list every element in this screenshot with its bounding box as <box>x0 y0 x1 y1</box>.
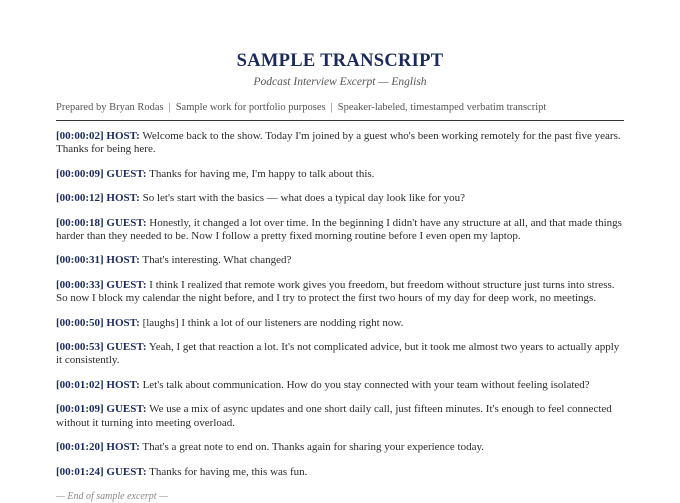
header-divider <box>56 120 624 121</box>
end-of-excerpt-note: — End of sample excerpt — <box>56 490 168 502</box>
speaker-label: HOST: <box>106 254 140 267</box>
transcript-body <box>56 130 624 479</box>
document-title: SAMPLE TRANSCRIPT <box>236 51 444 71</box>
timestamp: [00:00:53] <box>56 341 104 354</box>
timestamp: [00:00:18] <box>56 216 104 229</box>
transcript-line <box>56 441 624 454</box>
timestamp: [00:01:24] <box>56 465 104 478</box>
speaker-label: GUEST: <box>106 278 147 291</box>
timestamp: [00:01:20] <box>56 441 104 454</box>
utterance-text: Yeah, I get that reaction a lot. It's not complicated advice, but it took me almost two years to actually apply it consistently. <box>56 341 620 367</box>
utterance-text: That's a great note to end on. Thanks again for sharing your experience today. <box>142 441 485 454</box>
transcript-line <box>56 254 624 267</box>
timestamp: [00:00:12] <box>56 192 104 205</box>
meta-format: Speaker-labeled, timestamped verbatim transcript <box>337 102 547 113</box>
meta-purpose: Sample work for portfolio purposes <box>175 102 326 113</box>
timestamp: [00:00:50] <box>56 316 104 329</box>
transcript-line <box>56 130 624 157</box>
timestamp: [00:00:09] <box>56 167 104 180</box>
meta-separator: | <box>168 102 171 113</box>
transcript-line <box>56 279 624 306</box>
timestamp: [00:01:02] <box>56 378 104 391</box>
document-subtitle: Podcast Interview Excerpt — English <box>253 76 427 88</box>
transcript-line <box>56 168 624 181</box>
speaker-label: GUEST: <box>106 167 147 180</box>
utterance-text: So let's start with the basics — what does a typical day look like for you? <box>142 192 466 205</box>
speaker-label: HOST: <box>106 378 140 391</box>
timestamp: [00:00:33] <box>56 278 104 291</box>
transcript-line <box>56 217 624 244</box>
transcript-line <box>56 317 624 330</box>
utterance-text: I think I realized that remote work gives you freedom, but freedom without structure just turns into stress. So now I block my calendar the night before, and I try to protect the first two hours of my day for deep work, no meetings. <box>56 278 615 305</box>
speaker-label: HOST: <box>106 316 140 329</box>
transcript-line <box>56 466 624 479</box>
speaker-label: GUEST: <box>106 216 147 229</box>
transcript-line <box>56 379 624 392</box>
utterance-text: Honestly, it changed a lot over time. In the beginning I didn't have any structure at all, and that made things harder than they needed to be. Now I follow a pretty fixed morning routine before I even open my laptop. <box>56 216 622 243</box>
utterance-text: Let's talk about communication. How do you stay connected with your team without feeling isolated? <box>142 378 590 391</box>
meta-author: Prepared by Bryan Rodas <box>56 102 164 113</box>
timestamp: [00:00:31] <box>56 254 104 267</box>
utterance-text: Thanks for having me, I'm happy to talk about this. <box>149 167 375 180</box>
transcript-line <box>56 341 624 368</box>
utterance-text: Welcome back to the show. Today I'm joined by a guest who's been working remotely for the past five years. Thanks for being here. <box>56 130 621 156</box>
transcript-line <box>56 403 624 430</box>
utterance-text: [laughs] I think a lot of our listeners are nodding right now. <box>142 316 404 329</box>
speaker-label: HOST: <box>106 192 140 205</box>
utterance-text: That's interesting. What changed? <box>142 254 292 267</box>
transcript-page <box>56 0 624 503</box>
transcript-line <box>56 192 624 205</box>
document-meta <box>56 101 624 115</box>
speaker-label: GUEST: <box>106 341 147 354</box>
speaker-label: HOST: <box>106 130 140 142</box>
utterance-text: Thanks for having me, this was fun. <box>149 465 308 478</box>
utterance-text: We use a mix of async updates and one short daily call, just fifteen minutes. It's enough to feel connected without it turning into meeting overload. <box>56 403 612 429</box>
speaker-label: GUEST: <box>106 403 147 416</box>
timestamp: [00:00:02] <box>56 130 104 142</box>
meta-separator: | <box>330 102 333 113</box>
speaker-label: HOST: <box>106 441 140 454</box>
timestamp: [00:01:09] <box>56 403 104 416</box>
speaker-label: GUEST: <box>106 465 147 478</box>
